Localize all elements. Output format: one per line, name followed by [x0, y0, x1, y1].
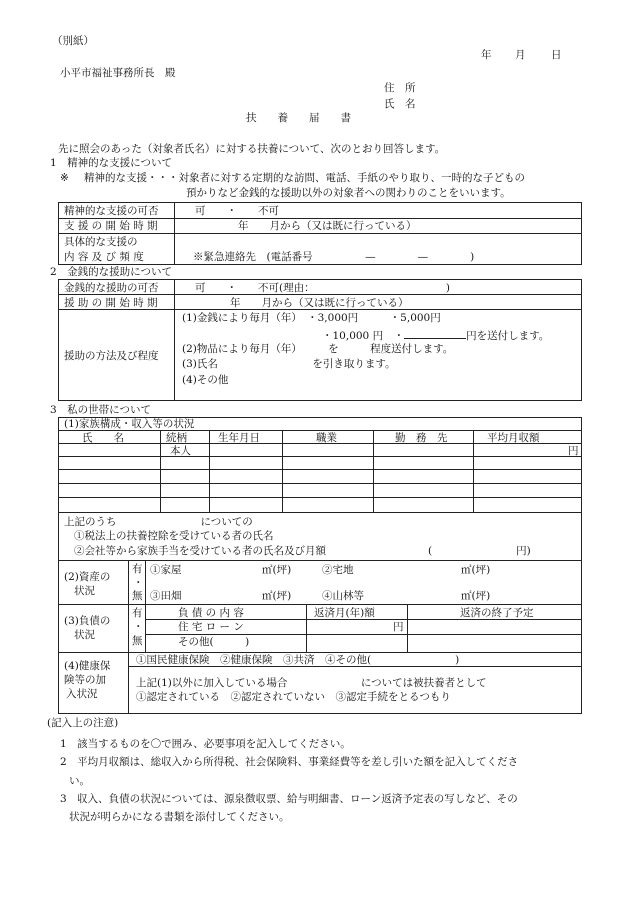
asset-forest: ④山林等 [322, 590, 364, 602]
debt-yes[interactable]: 有 [132, 607, 143, 619]
note-2-line1: 2 平均月収額は、総収入から所得税、社会保険料、事業経費等を差し引いた額を記入してくださ [60, 756, 519, 768]
asset-forest-unit: ㎡(坪) [461, 590, 491, 602]
debt-label-1: (3)負債の [64, 615, 111, 627]
s2-method-1[interactable]: (1)金銭により毎月（年） ・3,000円 ・5,000円 [182, 312, 441, 324]
ins-dependent-line: 上記(1)以外に加入している場合 については被扶養者として [136, 677, 487, 689]
asset-land-unit: ㎡(坪) [461, 564, 491, 576]
intro-text: 先に照会のあった（対象者氏名）に対する扶養について、次のとおり回答します。 [58, 143, 446, 155]
section-1-heading: 1 精神的な支援について [50, 157, 172, 169]
s3-note-a: 上記のうち についての [64, 516, 253, 528]
section-2-heading: 2 金銭的な援助について [50, 266, 172, 278]
s2-method-3[interactable]: (3)氏名 を引き取ります。 [182, 358, 396, 370]
addressee: 小平市福祉事務所長 殿 [60, 67, 176, 79]
asset-field: ③田畑 [150, 590, 182, 602]
note-mark: ※ [60, 172, 69, 184]
assets-label-2: 状況 [74, 585, 95, 597]
notes-heading: (記入上の注意) [47, 717, 119, 729]
note-3-line2: 状況が明らかになる書類を添付してください。 [69, 811, 290, 823]
s1-r2-value[interactable]: 年 月から（又は既に行っている） [238, 220, 417, 232]
page-title: 扶 養 届 書 [246, 112, 351, 124]
s1-r2-label: 支 援 の 開 始 時 期 [64, 220, 158, 232]
s1-r1-label: 精神的な支援の可否 [64, 205, 159, 217]
self-relation: 本人 [170, 445, 191, 457]
debt-col-end: 返済の終了予定 [460, 607, 534, 619]
ins-options[interactable]: ①国民健康保険 ②健康保険 ③共済 ④その他( ) [136, 654, 460, 666]
s1-r3-label1: 具体的な支援の [64, 236, 138, 248]
debt-no[interactable]: 無 [132, 635, 143, 647]
ins-label-1: (4)健康保 [64, 660, 111, 672]
s2-r1-value[interactable]: 可 ・ 不可(理由： ) [195, 282, 450, 294]
s3-note-c: ②会社等から家族手当を受けている者の氏名及び月額 [74, 545, 326, 557]
assets-no[interactable]: 無 [132, 590, 143, 602]
asset-house-unit: ㎡(坪) [262, 564, 292, 576]
s3-note-c-amount[interactable]: ( 円) [428, 545, 531, 557]
income-yen: 円 [568, 445, 579, 457]
s1-r1-value[interactable]: 可 ・ 不可 [195, 205, 279, 217]
attachment-label: （別紙） [52, 35, 94, 47]
s2-r1-label: 金銭的な援助の可否 [64, 282, 159, 294]
asset-house: ①家屋 [150, 564, 182, 576]
debt-row-yen: 円 [393, 621, 404, 633]
col-occupation: 職業 [316, 432, 337, 444]
assets-dot: ・ [133, 577, 144, 589]
asset-field-unit: ㎡(坪) [262, 590, 292, 602]
s2-method-1b[interactable]: ・10,000 円 ・ 円を送付します。 [322, 330, 550, 342]
date-month: 月 [515, 49, 526, 61]
name-label: 氏 名 [384, 98, 416, 110]
s2-r2-label: 援 助 の 開 始 時 期 [64, 297, 158, 309]
s2-r2-value[interactable]: 年 月から（又は既に行っている） [230, 297, 409, 309]
note-3-line1: 3 収入、負債の状況については、源泉徴収票、給与明細書、ローン返済予定表の写しなど、その [60, 793, 518, 805]
note-1: 1 該当するものを〇で囲み、必要事項を記入してください。 [60, 738, 351, 750]
section-3-heading: 3 私の世帯について [50, 404, 151, 416]
debt-row-other: その他( ) [178, 636, 250, 648]
s1-r3-value[interactable]: ※緊急連絡先 (電話番号 — — ) [193, 251, 475, 263]
col-birthdate: 生年月日 [218, 432, 260, 444]
debt-col-content: 負 債 の 内 容 [178, 607, 244, 619]
col-workplace: 勤 務 先 [395, 432, 448, 444]
col-relation: 続柄 [166, 432, 187, 444]
asset-land: ②宅地 [322, 564, 354, 576]
s1-note-line1: 精神的な支援・・・対象者に対する定期的な訪問、電話、手紙のやり取り、一時的な子どもの [84, 172, 525, 184]
s3-sub1: (1)家族構成・収入等の状況 [64, 418, 195, 430]
ins-label-2: 険等の加 [64, 674, 106, 686]
s2-method-2[interactable]: (2)物品により毎月（年） を 程度送付します。 [182, 343, 454, 355]
assets-yes[interactable]: 有 [132, 563, 143, 575]
col-name: 氏 名 [82, 432, 124, 444]
debt-row-housing-loan: 住 宅 ロ ー ン [178, 621, 244, 633]
s1-note-line2: 預かりなど金銭的な援助以外の対象者への関わりのことをいいます。 [186, 187, 511, 199]
ins-certification[interactable]: ①認定されている ②認定されていない ③認定手続をとるつもり [136, 691, 451, 703]
debt-dot: ・ [133, 621, 144, 633]
note-2-line2: い。 [69, 775, 90, 787]
date-year: 年 [481, 49, 492, 61]
address-label: 住 所 [384, 82, 416, 94]
s2-r3-label: 援助の方法及び程度 [64, 350, 159, 362]
s3-note-b: ①税法上の扶養控除を受けている者の氏名 [74, 530, 274, 542]
s1-r3-label2: 内 容 及 び 頻 度 [64, 251, 144, 263]
date-day: 日 [551, 49, 562, 61]
debt-label-2: 状況 [74, 629, 95, 641]
debt-col-repay: 返済月(年)額 [314, 607, 375, 619]
ins-label-3: 入状況 [66, 688, 98, 700]
col-income: 平均月収額 [487, 432, 540, 444]
assets-label-1: (2)資産の [64, 571, 111, 583]
s2-method-4[interactable]: (4)その他 [182, 374, 229, 386]
